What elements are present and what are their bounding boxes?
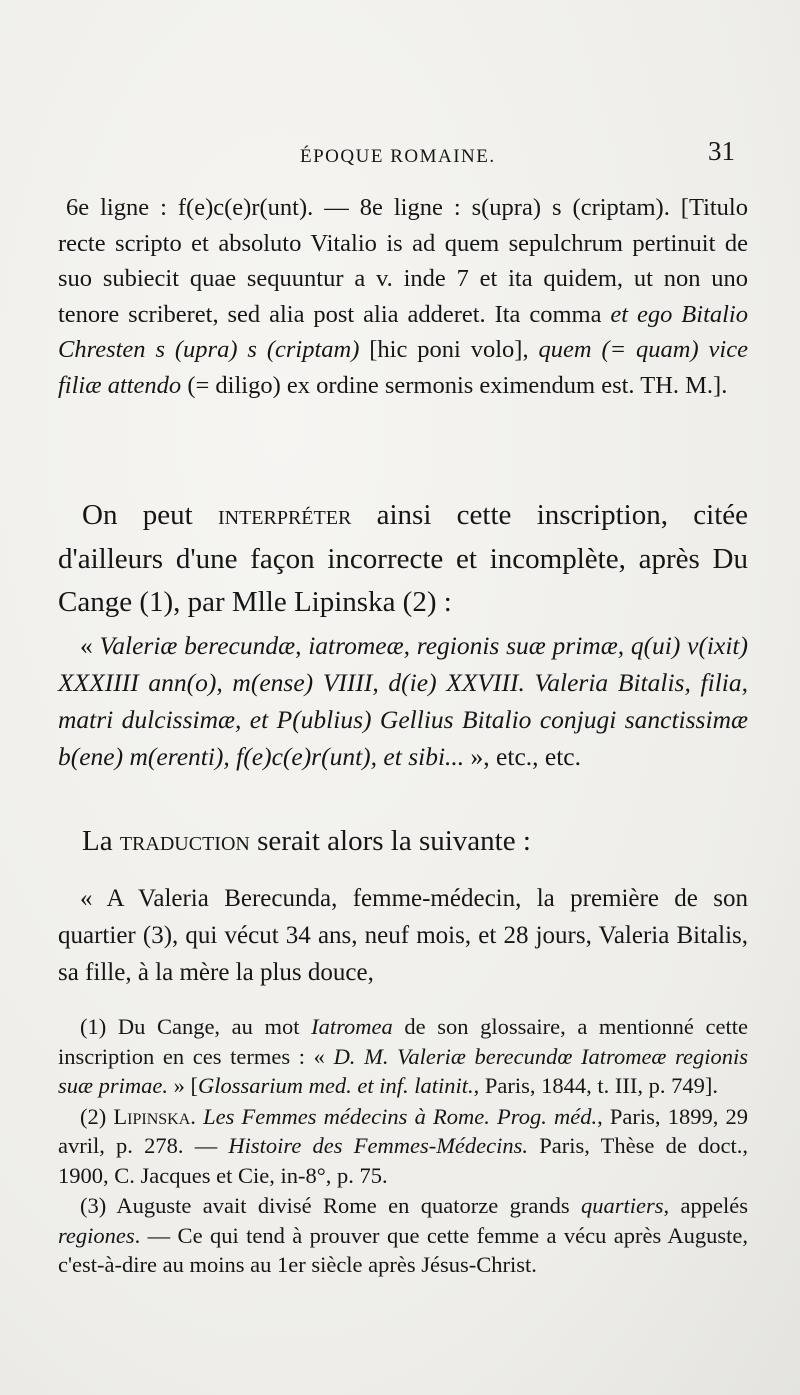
latin-close: », etc., etc. xyxy=(464,742,581,771)
footnote-2-italic: Les Femmes médecins à Rome. Prog. méd. xyxy=(203,1103,598,1129)
note-hic-poni: [hic poni volo], xyxy=(359,336,539,363)
epigraphy-note xyxy=(58,190,748,403)
translation-text: « A Valeria Berecunda, femme-médecin, la première de son quartier (3), qui vécut 34 ans, neuf mois, et 28 jours, Valeria Bitalis, sa fille, à la mère la plus douce, xyxy=(58,885,748,986)
footnote-2-italic: Histoire des Femmes-Médecins. xyxy=(228,1133,529,1158)
footnote-3-italic: quartiers xyxy=(581,1193,664,1218)
note-italic-comma: et ego Bitalio Chresten s (upra) s (criptam) xyxy=(58,300,748,363)
footnote-1 xyxy=(58,1012,748,1101)
interpretation-keyword: interpréter xyxy=(217,499,352,531)
interpretation-rest: ainsi cette inscription, citée d'ailleurs d'une façon incorrecte et incomplète, après Du Cange (1), par Mlle Lipinska (2) : xyxy=(58,499,749,618)
footnote-2-part: Paris, Thèse de doct., 1900, C. Jacques et Cie, in-8°, p. 75. xyxy=(58,1133,748,1188)
footnote-3 xyxy=(58,1191,748,1280)
footnotes xyxy=(58,1012,748,1280)
page-header xyxy=(0,136,800,176)
running-head: ÉPOQUE ROMAINE. xyxy=(300,146,496,167)
footnote-1-italic: Iatromea xyxy=(311,1014,393,1039)
translation xyxy=(58,880,748,991)
footnote-3-part: . — Ce qui tend à prouver que cette femme a vécu après Auguste, c'est-à-dire au moins au 1er siècle après Jésus-Christ. xyxy=(58,1222,748,1277)
note-commentary: s (criptam). [Titulo recte scripto et absoluto Vitalio is ad quem sepulchrum pertinuit de suo subiecit quae sequuntur a v. inde 7 et ita quidem, ut non uno tenore scriberet, sed alia post alia adderet. Ita comma xyxy=(58,194,748,328)
translation-intro-lead: La xyxy=(82,825,120,857)
interpretation-lead: On peut xyxy=(82,499,218,531)
translation-intro xyxy=(58,820,748,864)
latin-open-quote: « xyxy=(80,631,100,660)
footnote-2-part: (2) xyxy=(80,1103,114,1129)
epigraphy-note-paragraph xyxy=(58,190,748,403)
footnote-2-part: . xyxy=(190,1103,204,1129)
note-line-6-8: 6e ligne : f(e)c(e)r(unt). — 8e ligne : s(upra) xyxy=(66,194,542,221)
page-number: 31 xyxy=(708,136,735,166)
footnote-3-part: (3) Auguste avait divisé Rome en quatorze grands xyxy=(80,1193,581,1218)
footnote-3-part: , appelés xyxy=(663,1193,748,1218)
interpretation-paragraph xyxy=(58,494,748,625)
footnote-1-part: (1) Du Cange, au mot xyxy=(80,1014,312,1039)
footnote-2-part: , Paris, 1899, 29 avril, p. 278. — xyxy=(58,1103,749,1158)
translation-intro-text xyxy=(58,820,748,864)
footnote-1-part: , Paris, 1844, t. III, p. 749]. xyxy=(473,1073,718,1098)
footnote-1-part: » [ xyxy=(168,1073,199,1098)
translation-intro-rest: serait alors la suivante : xyxy=(249,825,531,857)
footnote-3-italic: regiones xyxy=(58,1222,135,1248)
latin-reading xyxy=(58,627,748,775)
footnote-1-italic: Glossarium med. et inf. latinit. xyxy=(198,1073,474,1098)
footnote-1-part: de son glossaire, a mentionné cette inscription en ces termes : « xyxy=(58,1014,748,1069)
footnote-2 xyxy=(58,1102,748,1191)
translation-keyword: traduction xyxy=(119,825,250,857)
note-ending: (= diligo) ex ordine sermonis eximendum est. TH. M.]. xyxy=(181,371,728,399)
footnote-1-italic: D. M. Valeriæ berecundœ Iatromeæ regionis suæ primae. xyxy=(58,1043,748,1098)
note-italic-quem: quem (= quam) vice filiæ attendo xyxy=(58,336,748,399)
footnote-2-author: Lipinska xyxy=(113,1103,191,1129)
interpretation-text xyxy=(58,494,748,625)
latin-reading-text xyxy=(58,627,748,775)
latin-inscription-text: Valeriæ berecundæ, iatromeæ, regionis suæ primæ, q(ui) v(ixit) XXXIIII ann(o), m(ense) VIIII, d(ie) XXVIII. Valeria Bitalis, filia, matri dulcissimæ, et P(ublius) Gellius Bitalio conjugi sanctissimæ b(ene) m(erenti), f(e)c(e)r(unt), et sibi... xyxy=(58,631,748,771)
